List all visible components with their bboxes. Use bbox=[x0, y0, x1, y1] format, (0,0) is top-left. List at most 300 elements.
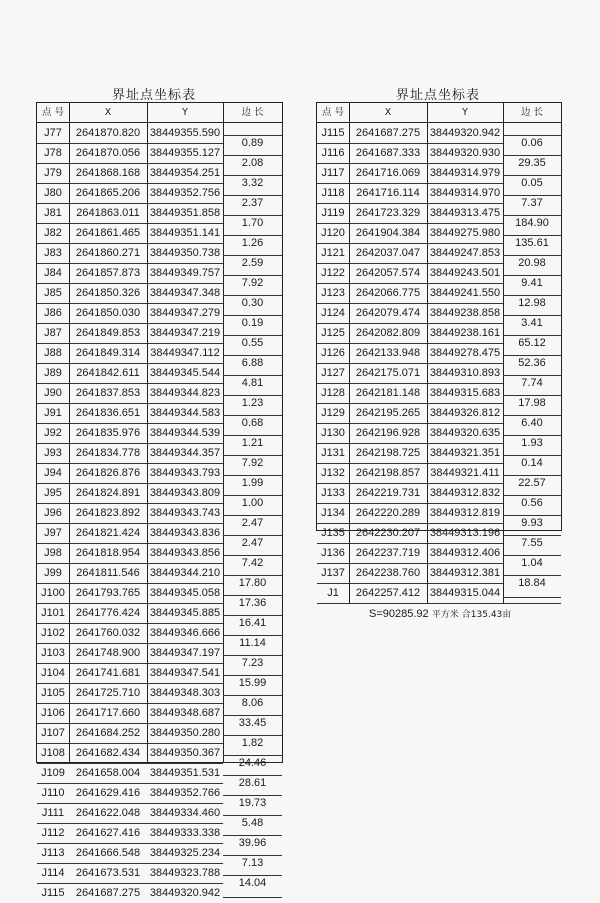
row-divider bbox=[37, 483, 223, 484]
cell-point: J111 bbox=[41, 807, 65, 819]
cell-x: 2642219.731 bbox=[355, 487, 421, 499]
distance-rule bbox=[503, 175, 561, 176]
table-row bbox=[37, 443, 223, 463]
cell-y: 38449355.590 bbox=[149, 127, 221, 139]
area-value: S=90285.92 bbox=[369, 608, 429, 620]
header-dist: 边 长 bbox=[520, 107, 544, 118]
table-row bbox=[37, 243, 223, 263]
distance-rule bbox=[223, 795, 282, 796]
cell-y: 38449310.893 bbox=[429, 367, 501, 379]
cell-point: J107 bbox=[41, 727, 65, 739]
cell-point: J94 bbox=[44, 467, 62, 479]
distance-rule bbox=[503, 155, 561, 156]
cell-x: 2642198.857 bbox=[355, 467, 421, 479]
cell-y: 38449344.357 bbox=[149, 447, 221, 459]
table-title-left: 界址点坐标表 bbox=[112, 88, 197, 103]
distance-value: 1.70 bbox=[241, 217, 264, 229]
cell-x: 2642230.207 bbox=[355, 527, 421, 539]
cell-y: 38449312.406 bbox=[429, 547, 501, 559]
distance-rule bbox=[223, 755, 282, 756]
cell-y: 38449320.942 bbox=[149, 887, 221, 899]
row-divider bbox=[37, 263, 223, 264]
row-divider bbox=[317, 543, 503, 544]
table-row bbox=[317, 343, 503, 363]
distance-value: 1.26 bbox=[241, 237, 264, 249]
distance-rule bbox=[223, 475, 282, 476]
row-divider bbox=[317, 443, 503, 444]
table-row bbox=[37, 723, 223, 743]
distance-rule bbox=[223, 175, 282, 176]
table-row bbox=[317, 263, 503, 283]
table-row bbox=[37, 183, 223, 203]
distance-value: 0.68 bbox=[241, 417, 264, 429]
row-divider bbox=[37, 603, 223, 604]
distance-value: 135.61 bbox=[515, 237, 549, 249]
distance-value: 0.55 bbox=[241, 337, 264, 349]
cell-point: J87 bbox=[44, 327, 62, 339]
cell-point: J134 bbox=[321, 507, 345, 519]
cell-x: 2641682.434 bbox=[75, 747, 141, 759]
cell-y: 38449343.743 bbox=[149, 507, 221, 519]
cell-y: 38449351.531 bbox=[149, 767, 221, 779]
cell-point: J131 bbox=[321, 447, 345, 459]
cell-point: J96 bbox=[44, 507, 62, 519]
row-divider bbox=[37, 403, 223, 404]
row-divider bbox=[37, 763, 223, 764]
cell-x: 2641870.820 bbox=[75, 127, 141, 139]
column-divider bbox=[223, 103, 224, 762]
cell-x: 2642196.928 bbox=[355, 427, 421, 439]
distance-value: 0.14 bbox=[521, 457, 543, 469]
cell-y: 38449275.980 bbox=[429, 227, 501, 239]
cell-x: 2641687.275 bbox=[75, 887, 141, 899]
distance-rule bbox=[503, 415, 561, 416]
row-divider bbox=[37, 463, 223, 464]
cell-x: 2641865.206 bbox=[75, 187, 141, 199]
distance-rule bbox=[223, 635, 282, 636]
cell-point: J136 bbox=[321, 547, 345, 559]
table-row bbox=[37, 423, 223, 443]
area-mu: 合135.43亩 bbox=[461, 610, 512, 620]
row-divider bbox=[37, 523, 223, 524]
table-row bbox=[317, 143, 503, 163]
cell-x: 2641836.651 bbox=[75, 407, 141, 419]
table-row bbox=[317, 283, 503, 303]
cell-y: 38449343.793 bbox=[149, 467, 221, 479]
cell-y: 38449247.853 bbox=[429, 247, 501, 259]
distance-value: 8.06 bbox=[241, 697, 264, 709]
cell-point: J77 bbox=[44, 127, 62, 139]
area-unit: 平方米 bbox=[431, 610, 459, 620]
cell-x: 2642198.725 bbox=[355, 447, 421, 459]
table-row bbox=[317, 463, 503, 483]
cell-point: J135 bbox=[321, 527, 345, 539]
cell-point: J137 bbox=[321, 567, 345, 579]
cell-y: 38449347.112 bbox=[150, 347, 220, 359]
cell-point: J109 bbox=[41, 767, 65, 779]
distance-rule bbox=[503, 335, 561, 336]
distance-rule bbox=[223, 275, 282, 276]
row-divider bbox=[37, 583, 223, 584]
distance-value: 14.04 bbox=[238, 877, 267, 889]
distance-rule bbox=[223, 835, 282, 836]
distance-value: 7.37 bbox=[521, 197, 543, 209]
distance-rule bbox=[223, 255, 282, 256]
cell-x: 2641622.048 bbox=[75, 807, 141, 819]
distance-rule bbox=[223, 375, 282, 376]
cell-x: 2642079.474 bbox=[355, 307, 421, 319]
cell-y: 38449320.635 bbox=[429, 427, 501, 439]
header-y: Y bbox=[182, 107, 188, 118]
cell-x: 2641868.168 bbox=[75, 167, 141, 179]
cell-y: 38449238.858 bbox=[429, 307, 501, 319]
cell-y: 38449343.856 bbox=[149, 547, 221, 559]
table-row bbox=[317, 483, 503, 503]
table-row bbox=[317, 203, 503, 223]
distance-value: 3.41 bbox=[521, 317, 543, 329]
distance-rule bbox=[223, 575, 282, 576]
cell-y: 38449349.757 bbox=[149, 267, 221, 279]
distance-rule bbox=[503, 355, 561, 356]
distance-value: 3.32 bbox=[241, 177, 264, 189]
table-row bbox=[317, 163, 503, 183]
cell-point: J90 bbox=[44, 387, 62, 399]
distance-rule bbox=[223, 315, 282, 316]
row-divider bbox=[37, 243, 223, 244]
cell-y: 38449355.127 bbox=[149, 147, 221, 159]
cell-y: 38449313.475 bbox=[429, 207, 501, 219]
cell-y: 38449351.858 bbox=[149, 207, 221, 219]
cell-x: 2641716.069 bbox=[355, 167, 421, 179]
distance-rule bbox=[503, 195, 561, 196]
cell-point: J118 bbox=[321, 187, 345, 199]
distance-rule bbox=[503, 475, 561, 476]
row-divider bbox=[37, 443, 223, 444]
table-header bbox=[37, 103, 282, 123]
cell-x: 2641842.611 bbox=[76, 367, 140, 379]
cell-x: 2642220.289 bbox=[355, 507, 421, 519]
distance-rule bbox=[503, 555, 561, 556]
row-divider bbox=[37, 203, 223, 204]
cell-x: 2641723.329 bbox=[355, 207, 421, 219]
distance-rule bbox=[503, 215, 561, 216]
cell-y: 38449312.819 bbox=[429, 507, 501, 519]
distance-rule bbox=[223, 615, 282, 616]
cell-point: J121 bbox=[321, 247, 345, 259]
distance-value: 20.98 bbox=[518, 257, 546, 269]
row-divider bbox=[317, 283, 503, 284]
cell-point: J89 bbox=[44, 367, 62, 379]
cell-x: 2641860.271 bbox=[75, 247, 141, 259]
cell-point: J83 bbox=[44, 247, 62, 259]
cell-y: 38449278.475 bbox=[429, 347, 501, 359]
row-divider bbox=[37, 303, 223, 304]
cell-x: 2641850.326 bbox=[75, 287, 141, 299]
row-divider bbox=[37, 683, 223, 684]
distance-rule bbox=[503, 295, 561, 296]
distance-value: 15.99 bbox=[238, 677, 267, 689]
distance-rule bbox=[503, 455, 561, 456]
distance-rule bbox=[503, 135, 561, 136]
cell-x: 2641835.976 bbox=[75, 427, 141, 439]
cell-y: 38449351.141 bbox=[149, 227, 221, 239]
table-row bbox=[37, 163, 223, 183]
cell-y: 38449347.541 bbox=[149, 667, 221, 679]
table-row bbox=[317, 183, 503, 203]
distance-rule bbox=[503, 435, 561, 436]
header-x: X bbox=[104, 107, 112, 118]
table-row bbox=[37, 503, 223, 523]
cell-point: J91 bbox=[44, 407, 62, 419]
row-divider bbox=[37, 703, 223, 704]
distance-rule bbox=[503, 255, 561, 256]
table-row bbox=[37, 663, 223, 683]
distance-rule bbox=[223, 535, 282, 536]
cell-point: J127 bbox=[321, 367, 345, 379]
cell-x: 2641627.416 bbox=[75, 827, 141, 839]
cell-point: J98 bbox=[44, 547, 62, 559]
cell-x: 2641849.314 bbox=[75, 347, 141, 359]
cell-x: 2641658.004 bbox=[75, 767, 141, 779]
distance-value: 11.14 bbox=[239, 637, 266, 649]
table-row bbox=[37, 543, 223, 563]
cell-point: J82 bbox=[44, 227, 62, 239]
cell-y: 38449320.930 bbox=[429, 147, 501, 159]
row-divider bbox=[37, 663, 223, 664]
cell-y: 38449347.219 bbox=[149, 327, 221, 339]
table-row bbox=[37, 683, 223, 703]
distance-value: 65.12 bbox=[518, 337, 546, 349]
cell-x: 2641776.424 bbox=[75, 607, 141, 619]
header-point: 点 号 bbox=[41, 107, 65, 118]
cell-x: 2642195.265 bbox=[355, 407, 421, 419]
distance-value: 29.35 bbox=[518, 157, 546, 169]
cell-x: 2641760.032 bbox=[75, 627, 141, 639]
table-row bbox=[37, 863, 223, 883]
distance-value: 1.04 bbox=[521, 557, 543, 569]
area-summary bbox=[369, 604, 511, 625]
cell-y: 38449344.823 bbox=[149, 387, 221, 399]
cell-point: J124 bbox=[321, 307, 345, 319]
distance-rule bbox=[223, 335, 282, 336]
cell-point: J108 bbox=[41, 747, 65, 759]
distance-value: 2.37 bbox=[241, 197, 264, 209]
distance-value: 6.88 bbox=[241, 357, 264, 369]
cell-y: 38449321.351 bbox=[429, 447, 501, 459]
cell-y: 38449321.411 bbox=[430, 467, 500, 479]
distance-value: 2.59 bbox=[241, 257, 264, 269]
row-divider bbox=[317, 163, 503, 164]
cell-x: 2641821.424 bbox=[75, 527, 141, 539]
distance-value: 7.92 bbox=[241, 457, 264, 469]
distance-value: 7.55 bbox=[521, 537, 543, 549]
distance-rule bbox=[503, 495, 561, 496]
cell-x: 2642257.412 bbox=[355, 587, 421, 599]
cell-x: 2641904.384 bbox=[355, 227, 421, 239]
row-divider bbox=[37, 643, 223, 644]
row-divider bbox=[37, 883, 223, 884]
cell-point: J129 bbox=[321, 407, 345, 419]
cell-x: 2642237.719 bbox=[355, 547, 421, 559]
cell-y: 38449325.234 bbox=[149, 847, 221, 859]
distance-rule bbox=[223, 775, 282, 776]
distance-rule bbox=[223, 295, 282, 296]
cell-point: J120 bbox=[321, 227, 345, 239]
table-row bbox=[37, 763, 223, 783]
cell-y: 38449314.970 bbox=[429, 187, 501, 199]
table-row bbox=[37, 623, 223, 643]
table-row bbox=[37, 323, 223, 343]
cell-point: J116 bbox=[321, 147, 345, 159]
cell-y: 38449243.501 bbox=[429, 267, 501, 279]
row-divider bbox=[317, 343, 503, 344]
distance-rule bbox=[223, 655, 282, 656]
table-row bbox=[317, 583, 503, 603]
row-divider bbox=[37, 863, 223, 864]
cell-y: 38449334.460 bbox=[149, 807, 221, 819]
cell-y: 38449348.687 bbox=[149, 707, 221, 719]
table-row bbox=[37, 603, 223, 623]
row-divider bbox=[317, 203, 503, 204]
distance-value: 1.21 bbox=[241, 437, 264, 449]
coordinate-table-right bbox=[316, 102, 562, 620]
cell-point: J92 bbox=[44, 427, 62, 439]
distance-value: 9.41 bbox=[521, 277, 543, 289]
distance-rule bbox=[223, 675, 282, 676]
cell-y: 38449312.381 bbox=[429, 567, 501, 579]
header-dist: 边 长 bbox=[241, 107, 264, 118]
cell-point: J123 bbox=[321, 287, 345, 299]
cell-point: J78 bbox=[44, 147, 62, 159]
row-divider bbox=[37, 163, 223, 164]
row-divider bbox=[317, 263, 503, 264]
table-row bbox=[37, 343, 223, 363]
distance-rule bbox=[223, 435, 282, 436]
distance-rule bbox=[503, 315, 561, 316]
distance-rule bbox=[503, 597, 561, 598]
cell-x: 2641811.546 bbox=[76, 567, 140, 579]
row-divider bbox=[37, 783, 223, 784]
row-divider bbox=[317, 523, 503, 524]
cell-y: 38449345.885 bbox=[149, 607, 221, 619]
cell-y: 38449344.583 bbox=[149, 407, 221, 419]
table-row bbox=[37, 203, 223, 223]
table-row bbox=[37, 843, 223, 863]
cell-y: 38449350.280 bbox=[149, 727, 221, 739]
cell-x: 2642066.775 bbox=[355, 287, 421, 299]
cell-x: 2642238.760 bbox=[355, 567, 421, 579]
cell-x: 2641857.873 bbox=[75, 267, 141, 279]
cell-y: 38449350.367 bbox=[149, 747, 221, 759]
cell-y: 38449347.197 bbox=[149, 647, 221, 659]
table-row bbox=[317, 503, 503, 523]
cell-x: 2641861.465 bbox=[75, 227, 141, 239]
row-divider bbox=[37, 743, 223, 744]
distance-value: 39.96 bbox=[238, 837, 267, 849]
cell-point: J103 bbox=[41, 647, 65, 659]
cell-y: 38449313.196 bbox=[429, 527, 501, 539]
cell-point: J86 bbox=[44, 307, 62, 319]
row-divider bbox=[37, 843, 223, 844]
cell-x: 2641748.900 bbox=[75, 647, 141, 659]
distance-value: 18.84 bbox=[518, 577, 546, 589]
table-row bbox=[37, 703, 223, 723]
distance-rule bbox=[503, 515, 561, 516]
table-row bbox=[37, 803, 223, 823]
distance-value: 1.00 bbox=[241, 497, 264, 509]
table-row bbox=[37, 463, 223, 483]
distance-rule bbox=[223, 595, 282, 596]
cell-y: 38449350.738 bbox=[149, 247, 221, 259]
distance-rule bbox=[223, 155, 282, 156]
row-divider bbox=[317, 363, 503, 364]
cell-point: J133 bbox=[321, 487, 345, 499]
row-divider bbox=[317, 323, 503, 324]
distance-value: 0.06 bbox=[521, 137, 543, 149]
cell-y: 38449343.809 bbox=[149, 487, 221, 499]
cell-y: 38449314.979 bbox=[429, 167, 501, 179]
row-divider bbox=[37, 323, 223, 324]
cell-x: 2641741.681 bbox=[75, 667, 141, 679]
cell-y: 38449312.832 bbox=[429, 487, 501, 499]
cell-x: 2641793.765 bbox=[75, 587, 141, 599]
cell-point: J119 bbox=[321, 207, 345, 219]
distance-rule bbox=[503, 395, 561, 396]
distance-rule bbox=[223, 215, 282, 216]
table-row bbox=[37, 823, 223, 843]
cell-x: 2641849.853 bbox=[75, 327, 141, 339]
distance-value: 0.19 bbox=[241, 317, 264, 329]
distance-rule bbox=[223, 395, 282, 396]
header-x: X bbox=[384, 107, 392, 118]
header-y: Y bbox=[462, 107, 468, 118]
table-row bbox=[317, 423, 503, 443]
cell-point: J104 bbox=[41, 667, 65, 679]
row-divider bbox=[317, 583, 503, 584]
table-row bbox=[317, 363, 503, 383]
table-row bbox=[317, 123, 503, 143]
cell-point: J101 bbox=[41, 607, 65, 619]
distance-value: 12.98 bbox=[518, 297, 546, 309]
cell-x: 2641850.030 bbox=[75, 307, 141, 319]
cell-x: 2641687.275 bbox=[355, 127, 421, 139]
table-row bbox=[37, 123, 223, 143]
cell-y: 38449320.942 bbox=[429, 127, 501, 139]
cell-point: J81 bbox=[44, 207, 62, 219]
cell-y: 38449345.058 bbox=[149, 587, 221, 599]
distance-value: 16.41 bbox=[238, 617, 267, 629]
distance-rule bbox=[223, 495, 282, 496]
cell-x: 2641824.891 bbox=[75, 487, 141, 499]
row-divider bbox=[37, 563, 223, 564]
distance-rule bbox=[223, 897, 282, 898]
row-divider bbox=[317, 563, 503, 564]
table-row bbox=[37, 583, 223, 603]
distance-rule bbox=[223, 355, 282, 356]
row-divider bbox=[37, 723, 223, 724]
distance-value: 7.23 bbox=[241, 657, 264, 669]
cell-y: 38449333.338 bbox=[149, 827, 221, 839]
distance-value: 2.47 bbox=[241, 517, 264, 529]
row-divider bbox=[317, 243, 503, 244]
distance-value: 2.08 bbox=[241, 157, 264, 169]
row-divider bbox=[317, 483, 503, 484]
row-divider bbox=[317, 503, 503, 504]
cell-y: 38449241.550 bbox=[429, 287, 501, 299]
cell-x: 2641837.853 bbox=[75, 387, 141, 399]
cell-y: 38449323.788 bbox=[149, 867, 221, 879]
distance-value: 24.46 bbox=[238, 757, 267, 769]
